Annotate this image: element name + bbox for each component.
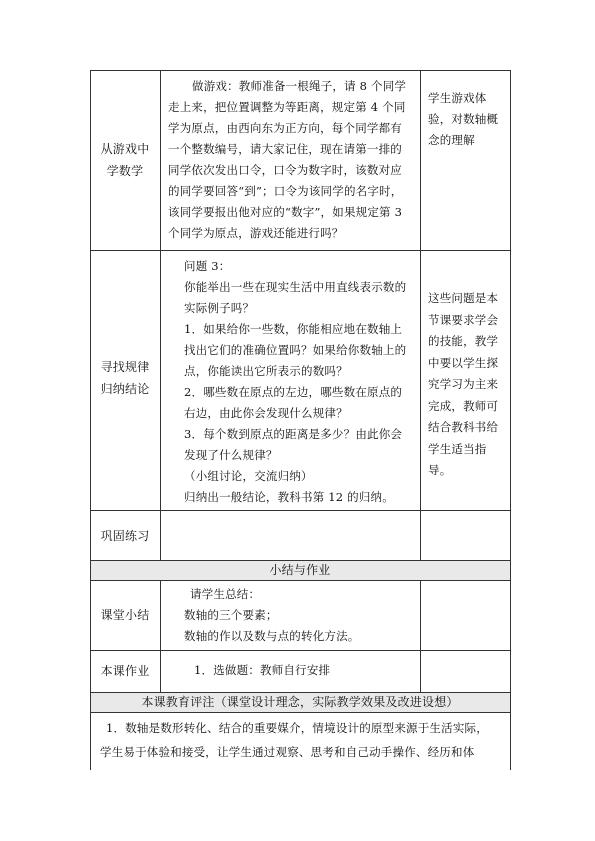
row-label-summary: 课堂小结 xyxy=(100,608,150,622)
homework-content: 1．选做题：教师自行安排 xyxy=(194,663,331,677)
summary-header: 小结与作业 xyxy=(269,563,331,577)
row-divider-game xyxy=(90,250,510,251)
row-label-rule: 寻找规律 归纳结论 xyxy=(100,360,150,396)
col-divider-note-top xyxy=(420,70,421,560)
game-content: 做游戏：教师准备一根绳子，请 8 个同学 走上来，把位置调整为等距离，规定第 4 个同 学为原点，由西向东为正方向，每个同学都有 一个整数编号，请大家记住，现在请第一排的 同学依次发出口令，口令为数字时，该数对应 的同学要回答“到”；口令为该同学的名字时， 该同学要报出他对应的“数字”，如果规定第 3 个同学为原点，游戏还能进行吗？ xyxy=(168,79,407,240)
row-label-game: 从游戏中 学数学 xyxy=(100,142,150,178)
rule-note: 这些问题是本 节课要求学会 的技能，教学 中要以学生探 究学习为主来 完成，教师可 结合教科书给 学生适当指 导。 xyxy=(428,291,499,477)
row-divider-summary xyxy=(90,650,510,651)
table-border-right xyxy=(510,70,511,770)
col-divider-note-bottom xyxy=(420,580,421,692)
row-divider-review-header xyxy=(90,712,510,713)
row-divider-rule xyxy=(90,510,510,511)
row-label-homework: 本课作业 xyxy=(100,664,150,678)
game-note: 学生游戏体 验，对数轴概 念的理解 xyxy=(428,91,499,147)
col-divider-label-top xyxy=(160,70,161,560)
review-header: 本课教育评注（课堂设计理念，实际教学效果及改进设想） xyxy=(141,695,459,709)
table-border-top xyxy=(90,70,510,71)
row-divider-summary-header xyxy=(90,580,510,581)
summary-content: 请学生总结： 数轴的三个要素； 数轴的作以及数与点的转化方法。 xyxy=(184,587,360,643)
lesson-plan-table xyxy=(90,70,510,770)
rule-content: 问题 3： 你能举出一些在现实生活中用直线表示数的 实际例子吗？ 1．如果给你一些数，你能相应地在数轴上 找出它们的准确位置吗？如果给你数轴上的 点，你能读出它所表示的数吗？ 2．哪些数在原点的左边，哪些数在原点的 右边，由此你会发现什么规律？ 3．每个数到原点的距离是多少？由此你会 发现了什么规律？ （小组讨论，交流归纳） 归纳出一般结论，教科书第 12 的归纳。 xyxy=(184,259,407,504)
review-content: 1．数轴是数形转化、结合的重要媒介，情境设计的原型来源于生活实际， 学生易于体验和接受，让学生通过观察、思考和自己动手操作、经历和体 xyxy=(100,721,488,759)
col-divider-label-bottom xyxy=(160,580,161,692)
row-label-practice: 巩固练习 xyxy=(100,529,150,543)
